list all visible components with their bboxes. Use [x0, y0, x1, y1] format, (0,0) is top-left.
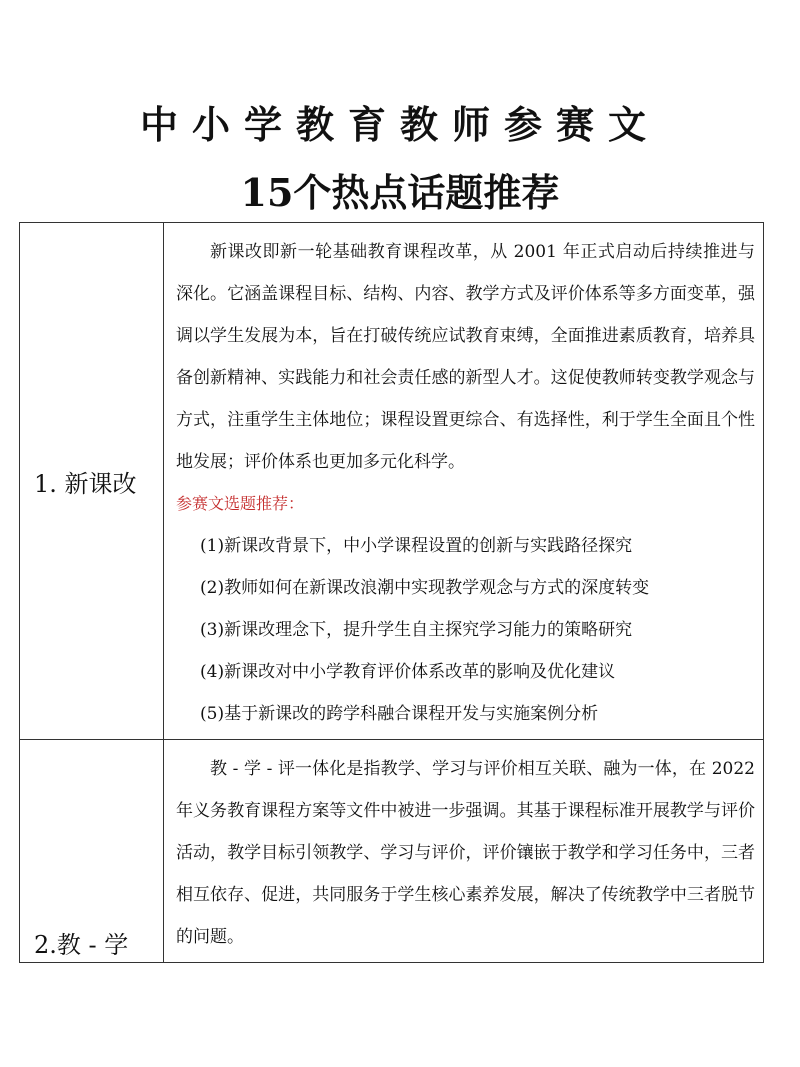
list-item: (1)新课改背景下，中小学课程设置的创新与实践路径探究 — [200, 536, 633, 556]
title-line-2: 15个热点话题推荐 — [240, 170, 560, 215]
row-paragraph: 新课改即新一轮基础教育课程改革，从 2001 年正式启动后持续推进与深化。它涵盖课程目标、结构、内容、教学方式及评价体系等多方面变革，强调以学生发展为本，旨在打破传统应试教育束缚，全面推进素质教育，培养具备创新精神、实践能力和社会责任感的新型人才。这促使教师转变教学观念与方式，注重学生主体地位；课程设置更综合、有选择性，利于学生全面且个性地发展；评价体系也更加多元化科学。 — [176, 242, 755, 472]
list-item: (3)新课改理念下，提升学生自主探究学习能力的策略研究 — [200, 620, 633, 640]
row-label: 2.教 - 学 — [20, 740, 164, 963]
row-paragraph: 教 - 学 - 评一体化是指教学、学习与评价相互关联、融为一体，在 2022 年义务教育课程方案等文件中被进一步强调。其基于课程标准开展教学与评价活动，教学目标引领教学、学习与评价，评价镶嵌于教学和学习任务中，三者相互依存、促进，共同服务于学生核心素养发展，解决了传统教学中三者脱节的问题。 — [176, 759, 755, 947]
list-item: (4)新课改对中小学教育评价体系改革的影响及优化建议 — [200, 662, 616, 682]
list-item: (2)教师如何在新课改浪潮中实现教学观念与方式的深度转变 — [200, 578, 650, 598]
recommend-heading: 参赛文选题推荐： — [176, 494, 305, 513]
topics-table — [19, 222, 764, 963]
row-content — [164, 223, 764, 740]
list-item: (5)基于新课改的跨学科融合课程开发与实施案例分析 — [200, 704, 599, 724]
table-row — [20, 740, 764, 963]
row-content — [164, 740, 764, 963]
row-label: 1. 新课改 — [20, 223, 164, 740]
table-row — [20, 223, 764, 740]
title-line-1: 中小学教育教师参赛文 — [139, 102, 660, 147]
